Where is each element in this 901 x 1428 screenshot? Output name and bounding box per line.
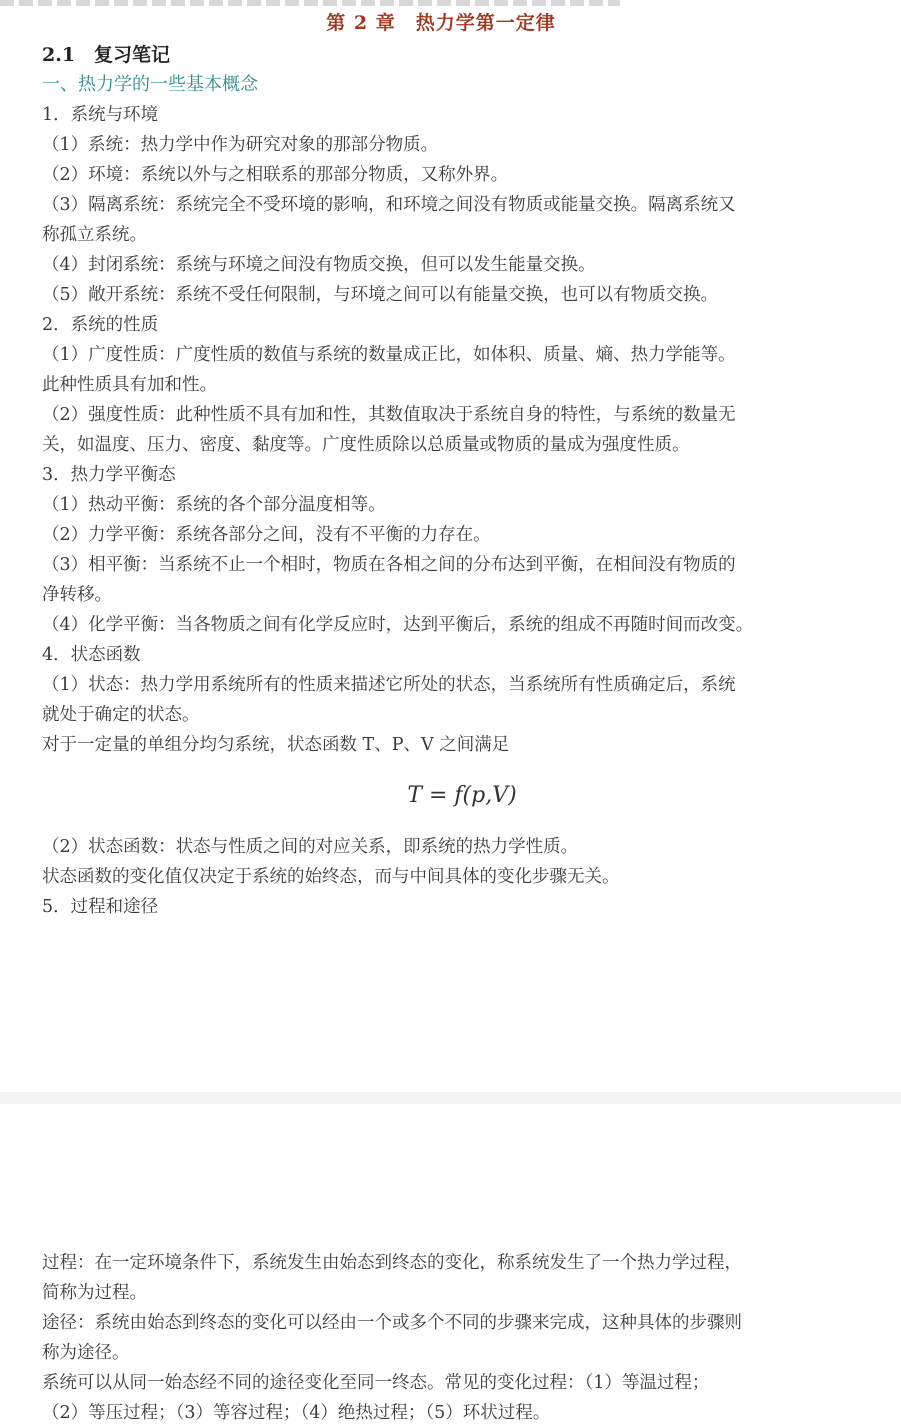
text-line: （3）相平衡：当系统不止一个相时，物质在各相之间的分布达到平衡，在相间没有物质的 <box>42 555 736 575</box>
text-line: （2）力学平衡：系统各部分之间，没有不平衡的力存在。 <box>42 525 491 545</box>
section-title: 2.1 复习笔记 <box>42 44 171 66</box>
text-line: 过程：在一定环境条件下，系统发生由始态到终态的变化，称系统发生了一个热力学过程， <box>42 1253 742 1273</box>
text-line: （5）敞开系统：系统不受任何限制，与环境之间可以有能量交换，也可以有物质交换。 <box>42 285 719 305</box>
text-line: 简称为过程。 <box>42 1283 147 1303</box>
heading-system-properties: 2．系统的性质 <box>42 315 159 335</box>
text-line: （1）状态：热力学用系统所有的性质来描述它所处的状态，当系统所有性质确定后，系统 <box>42 675 736 695</box>
text-line: 称孤立系统。 <box>42 225 147 245</box>
subsection-title: 一、热力学的一些基本概念 <box>42 74 258 95</box>
heading-process-path: 5．过程和途径 <box>42 897 159 917</box>
page-2-body <box>42 1248 862 1428</box>
text-line: 对于一定量的单组分均匀系统，状态函数 T、P、V 之间满足 <box>42 735 510 755</box>
text-line: 称为途径。 <box>42 1343 130 1363</box>
heading-state-function: 4．状态函数 <box>42 645 141 665</box>
text-line: （2）状态函数：状态与性质之间的对应关系，即系统的热力学性质。 <box>42 837 579 857</box>
text-line: 系统可以从同一始态经不同的途径变化至同一终态。常见的变化过程：（1）等温过程； <box>42 1373 710 1393</box>
text-line: （4）化学平衡：当各物质之间有化学反应时，达到平衡后，系统的组成不再随时间而改变。 <box>42 615 754 635</box>
text-line: 就处于确定的状态。 <box>42 705 200 725</box>
text-line: （2）强度性质：此种性质不具有加和性，其数值取决于系统自身的特性，与系统的数量无 <box>42 405 736 425</box>
text-line: 关，如温度、压力、密度、黏度等。广度性质除以总质量或物质的量成为强度性质。 <box>42 435 690 455</box>
text-line: 净转移。 <box>42 585 112 605</box>
heading-system-environment: 1．系统与环境 <box>42 105 159 125</box>
state-function-formula: T = f(p,V) <box>407 783 517 808</box>
text-line: 状态函数的变化值仅决定于系统的始终态，而与中间具体的变化步骤无关。 <box>42 867 620 887</box>
clipped-header-text <box>0 0 620 6</box>
page-break <box>0 1092 901 1104</box>
text-line: （2）等压过程；（3）等容过程；（4）绝热过程；（5）环状过程。 <box>42 1403 551 1423</box>
chapter-title: 第 2 章 热力学第一定律 <box>326 12 556 34</box>
text-line: （3）隔离系统：系统完全不受环境的影响，和环境之间没有物质或能量交换。隔离系统又 <box>42 195 736 215</box>
text-line: 途径：系统由始态到终态的变化可以经由一个或多个不同的步骤来完成，这种具体的步骤则 <box>42 1313 742 1333</box>
heading-equilibrium-state: 3．热力学平衡态 <box>42 465 176 485</box>
text-line: （1）热动平衡：系统的各个部分温度相等。 <box>42 495 386 515</box>
text-line: （1）广度性质：广度性质的数值与系统的数量成正比，如体积、质量、熵、热力学能等。 <box>42 345 736 365</box>
text-line: 此种性质具有加和性。 <box>42 375 217 395</box>
text-line: （2）环境：系统以外与之相联系的那部分物质，又称外界。 <box>42 165 509 185</box>
page-1-body <box>42 100 862 922</box>
text-line: （1）系统：热力学中作为研究对象的那部分物质。 <box>42 135 439 155</box>
text-line: （4）封闭系统：系统与环境之间没有物质交换，但可以发生能量交换。 <box>42 255 596 275</box>
